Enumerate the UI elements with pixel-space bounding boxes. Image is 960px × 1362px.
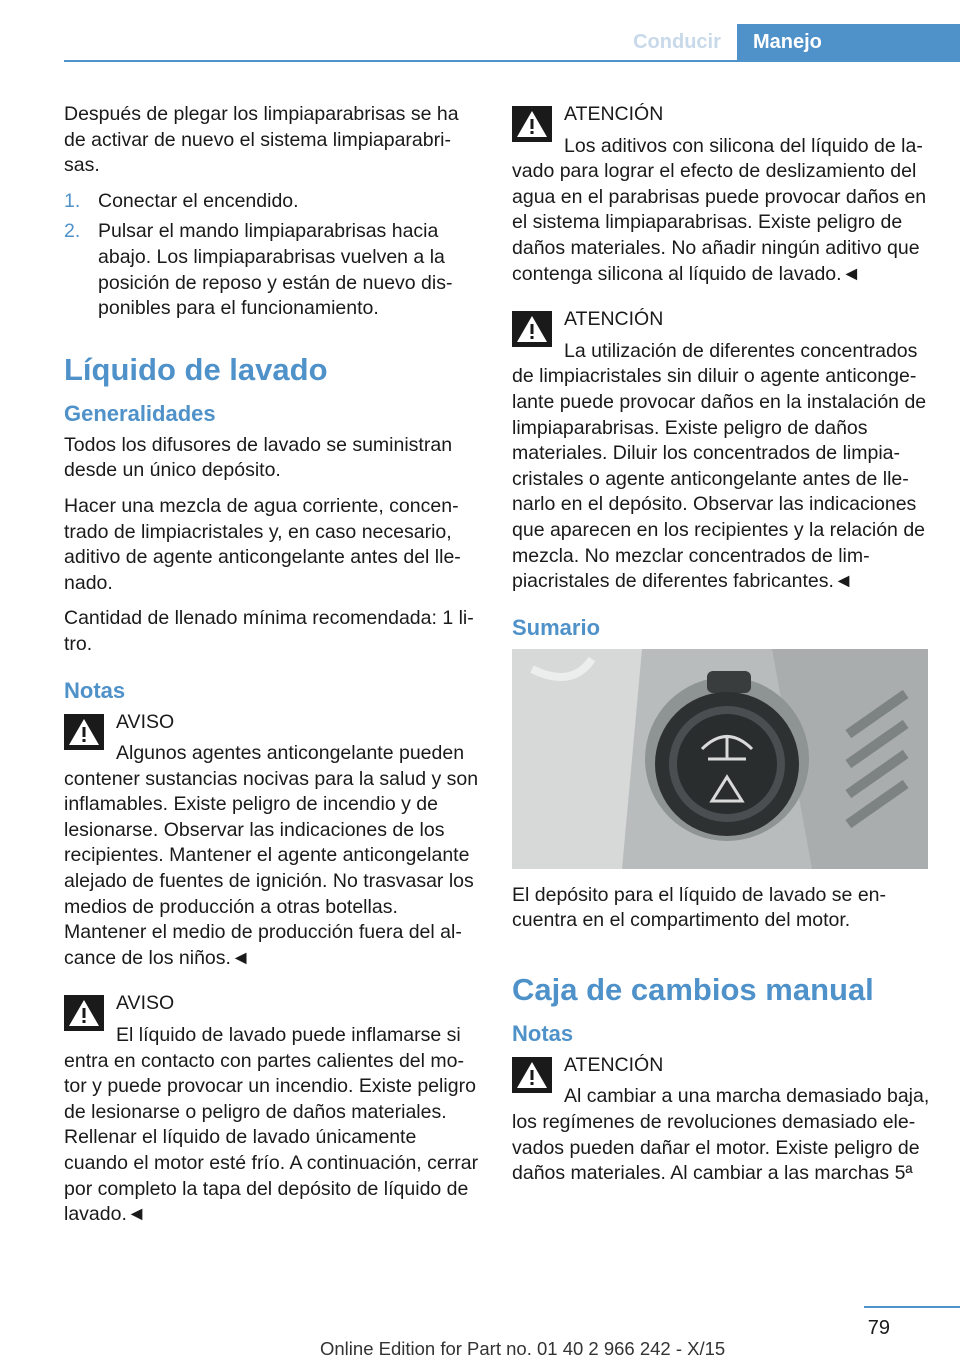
step-number: 2. — [64, 220, 81, 243]
warning-triangle-icon — [64, 714, 104, 750]
warning-block — [512, 102, 930, 287]
warning-triangle-icon — [512, 106, 552, 142]
warning-block — [512, 307, 930, 595]
warning-triangle-icon — [512, 311, 552, 347]
warning-title: AVISO — [116, 992, 175, 1015]
subsection-title-notas: Notas — [64, 677, 126, 703]
warning-text: La utilización de diferentes concentrados de limpiacristales sin diluir o agente anticongelante puede provocar daños en la instalación de limpiaparabrisas. Existe peligro de daños materiales. Diluir los concentrados de limpiacristales o agente anticongelante antes de llenarlo en el depósito. Observar las indicaciones que aparecen en los recipientes y la relación de mezcla. No mezclar concentrados de limpiacristales de diferentes fabricantes.◄ — [512, 339, 927, 593]
warning-text: Al cambiar a una marcha demasiado baja, los regímenes de revoluciones demasiado elevados pueden dañar el motor. Existe peligro de daños materiales. Al cambiar a las marchas 5ª — [512, 1085, 930, 1185]
warning-text: Los aditivos con silicona del líquido de lavado para lograr el efecto de deslizamiento del agua en el parabrisas puede provocar daños en el sistema limpiaparabrisas. Existe peligro de daños materiales. No añadir ningún aditivo que contenga silicona al líquido de lavado.◄ — [512, 134, 927, 285]
section-title: Líquido de lavado — [64, 351, 328, 387]
warning-text: Algunos agentes anticongelante pueden contener sustancias nocivas para la salud y son inflamables. Existe peligro de incendio y de lesionarse. Observar las indicaciones de los recipientes. Mantener el agente anticongelante alejado de fuentes de ignición. No trasvasar los medios de producción a otras botellas. Mantener el medio de producción fuera del alcance de los niños.◄ — [64, 742, 479, 969]
warning-title: ATENCIÓN — [564, 103, 664, 125]
paragraph: Cantidad de llenado mínima recomendada: 1 litro. — [64, 607, 474, 655]
tab-conducir[interactable]: Conducir — [633, 31, 721, 54]
step-text: Conectar el encendido. — [98, 189, 299, 212]
washer-fluid-cap-photo — [512, 649, 928, 869]
section-title: Caja de cambios manual — [512, 971, 874, 1007]
footer-line — [864, 1306, 960, 1308]
photo-caption: El depósito para el líquido de lavado se encuentra en el compartimento del motor. — [512, 883, 887, 932]
warning-text: El líquido de lavado puede inflamarse si entra en contacto con partes calientes del motor y puede provocar un incendio. Existe peligro de lesionarse o peligro de daños materiales. Rellenar el líquido de lavado únicamente cuando el motor esté frío. A continuación, cerrar por completo la tapa del depósito de líquido de lavado.◄ — [64, 1024, 479, 1226]
list-item — [64, 219, 479, 321]
tab-manejo[interactable]: Manejo — [737, 24, 960, 62]
subsection-title-sumario: Sumario — [512, 614, 601, 640]
warning-block — [512, 1053, 930, 1187]
warning-triangle-icon — [512, 1057, 552, 1093]
right-column — [512, 102, 930, 1207]
warning-block — [64, 991, 479, 1227]
left-column — [64, 102, 479, 1248]
paragraph: Hacer una mezcla de agua corriente, concentrado de limpiacristales y, en caso necesario, aditivo de agente anticongelante antes del llenado. — [64, 494, 461, 594]
warning-title: ATENCIÓN — [564, 308, 664, 331]
intro-paragraph: Después de plegar los limpiaparabrisas se ha de activar de nuevo el sistema limpiaparabrisas. — [64, 103, 459, 177]
warning-block — [64, 710, 479, 972]
footer-edition: Online Edition for Part no. 01 40 2 966 242 - X/15 — [320, 1338, 726, 1359]
step-number: 1. — [64, 189, 81, 212]
step-text: Pulsar el mando limpiaparabrisas hacia abajo. Los limpiaparabrisas vuelven a la posición de reposo y están de nuevo disponibles para el funcionamiento. — [98, 220, 453, 320]
warning-title: AVISO — [116, 710, 175, 733]
subsection-title-generalidades: Generalidades — [64, 400, 216, 426]
list-item — [64, 189, 479, 215]
subsection-title-notas: Notas — [512, 1020, 574, 1046]
steps-list — [64, 189, 479, 322]
page-number: 79 — [867, 1317, 890, 1339]
warning-title: ATENCIÓN — [564, 1053, 664, 1076]
paragraph: Todos los difusores de lavado se suministran desde un único depósito. — [64, 433, 453, 482]
warning-triangle-icon — [64, 995, 104, 1031]
